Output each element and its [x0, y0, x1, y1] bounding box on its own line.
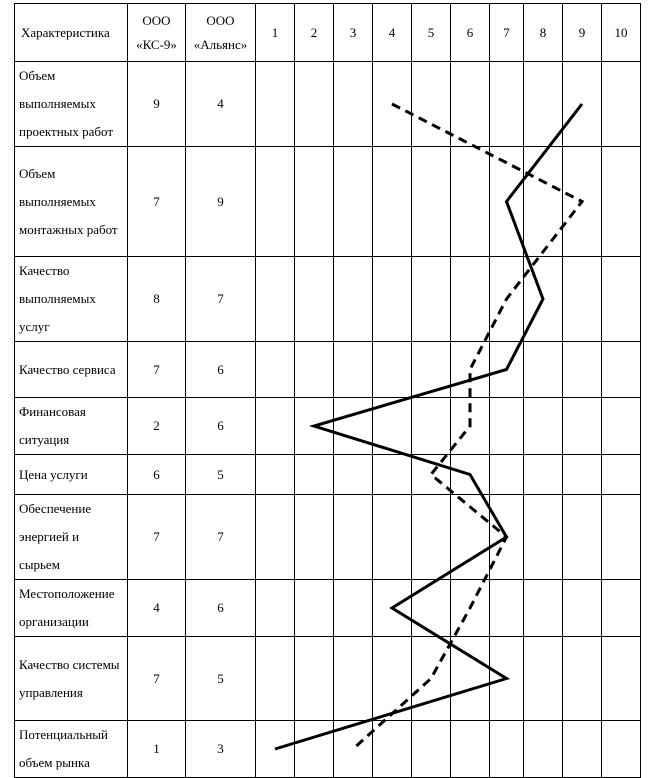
scale-cell — [295, 637, 334, 721]
table-row — [15, 495, 641, 580]
row-value-company2: 9 — [186, 147, 256, 257]
row-value-company2: 7 — [186, 257, 256, 342]
scale-cell — [373, 580, 412, 637]
scale-cell — [602, 62, 641, 147]
scale-cell — [490, 721, 524, 778]
table-row — [15, 342, 641, 398]
row-value-company1: 1 — [128, 721, 186, 778]
row-characteristic: Цена услуги — [15, 455, 128, 495]
scale-cell — [412, 147, 451, 257]
scale-cell — [602, 455, 641, 495]
scale-cell — [295, 455, 334, 495]
header-company2-line1: ООО — [186, 9, 255, 33]
scale-cell — [256, 495, 295, 580]
scale-cell — [256, 580, 295, 637]
scale-cell — [412, 257, 451, 342]
scale-8: 8 — [524, 4, 563, 62]
row-value-company1: 7 — [128, 637, 186, 721]
scale-cell — [563, 721, 602, 778]
scale-cell — [334, 147, 373, 257]
scale-cell — [373, 637, 412, 721]
scale-cell — [295, 721, 334, 778]
scale-cell — [524, 455, 563, 495]
scale-cell — [373, 398, 412, 455]
scale-2: 2 — [295, 4, 334, 62]
scale-cell — [412, 62, 451, 147]
scale-cell — [490, 342, 524, 398]
scale-cell — [451, 147, 490, 257]
scale-cell — [490, 257, 524, 342]
comparison-table-wrapper — [14, 3, 641, 778]
scale-cell — [563, 455, 602, 495]
scale-cell — [490, 580, 524, 637]
scale-cell — [295, 147, 334, 257]
table-row — [15, 257, 641, 342]
row-characteristic: Объем выполняемых проектных работ — [15, 62, 128, 147]
scale-cell — [334, 637, 373, 721]
scale-cell — [602, 721, 641, 778]
scale-cell — [524, 398, 563, 455]
scale-cell — [563, 580, 602, 637]
row-value-company1: 8 — [128, 257, 186, 342]
scale-cell — [451, 62, 490, 147]
scale-9: 9 — [563, 4, 602, 62]
scale-cell — [490, 398, 524, 455]
scale-cell — [524, 257, 563, 342]
scale-cell — [563, 62, 602, 147]
scale-cell — [334, 342, 373, 398]
scale-cell — [256, 721, 295, 778]
scale-cell — [451, 495, 490, 580]
scale-cell — [451, 721, 490, 778]
scale-cell — [451, 257, 490, 342]
scale-cell — [524, 62, 563, 147]
scale-cell — [412, 580, 451, 637]
row-value-company1: 7 — [128, 147, 186, 257]
scale-cell — [563, 257, 602, 342]
scale-cell — [334, 580, 373, 637]
row-characteristic: Объем выполняемых монтажных работ — [15, 147, 128, 257]
scale-cell — [524, 637, 563, 721]
scale-cell — [524, 495, 563, 580]
scale-cell — [490, 455, 524, 495]
scale-cell — [334, 257, 373, 342]
scale-cell — [563, 342, 602, 398]
row-value-company2: 6 — [186, 398, 256, 455]
scale-cell — [602, 637, 641, 721]
scale-cell — [334, 455, 373, 495]
row-value-company1: 7 — [128, 495, 186, 580]
scale-cell — [256, 398, 295, 455]
header-row — [15, 4, 641, 62]
scale-cell — [256, 455, 295, 495]
scale-cell — [373, 495, 412, 580]
scale-cell — [373, 342, 412, 398]
scale-cell — [373, 147, 412, 257]
table-row — [15, 580, 641, 637]
scale-cell — [373, 721, 412, 778]
row-characteristic: Потенциальный объем рынка — [15, 721, 128, 778]
row-value-company1: 2 — [128, 398, 186, 455]
scale-cell — [334, 398, 373, 455]
row-value-company1: 6 — [128, 455, 186, 495]
scale-cell — [295, 257, 334, 342]
scale-cell — [451, 455, 490, 495]
row-characteristic: Местоположение организации — [15, 580, 128, 637]
scale-cell — [295, 398, 334, 455]
scale-cell — [412, 455, 451, 495]
scale-cell — [524, 580, 563, 637]
scale-3: 3 — [334, 4, 373, 62]
scale-cell — [256, 257, 295, 342]
scale-cell — [524, 721, 563, 778]
row-value-company1: 9 — [128, 62, 186, 147]
row-value-company2: 3 — [186, 721, 256, 778]
scale-cell — [334, 62, 373, 147]
scale-cell — [490, 62, 524, 147]
row-value-company2: 5 — [186, 455, 256, 495]
scale-cell — [334, 495, 373, 580]
scale-cell — [490, 637, 524, 721]
table-row — [15, 455, 641, 495]
scale-cell — [412, 721, 451, 778]
row-characteristic: Качество системы управления — [15, 637, 128, 721]
scale-cell — [451, 637, 490, 721]
scale-cell — [373, 257, 412, 342]
row-characteristic: Качество выполняемых услуг — [15, 257, 128, 342]
header-characteristic: Характеристика — [15, 4, 128, 62]
scale-5: 5 — [412, 4, 451, 62]
row-characteristic: Финансовая ситуация — [15, 398, 128, 455]
scale-7: 7 — [490, 4, 524, 62]
scale-cell — [602, 257, 641, 342]
scale-cell — [602, 495, 641, 580]
row-characteristic: Обеспечение энергией и сырьем — [15, 495, 128, 580]
scale-cell — [451, 342, 490, 398]
scale-4: 4 — [373, 4, 412, 62]
scale-1: 1 — [256, 4, 295, 62]
header-company1 — [128, 4, 186, 62]
scale-cell — [451, 580, 490, 637]
row-value-company2: 7 — [186, 495, 256, 580]
row-value-company2: 6 — [186, 580, 256, 637]
header-company2 — [186, 4, 256, 62]
row-value-company2: 4 — [186, 62, 256, 147]
row-value-company1: 7 — [128, 342, 186, 398]
table-row — [15, 721, 641, 778]
scale-cell — [524, 147, 563, 257]
header-company2-line2: «Альянс» — [186, 33, 255, 57]
scale-cell — [412, 342, 451, 398]
scale-cell — [256, 62, 295, 147]
scale-cell — [256, 637, 295, 721]
scale-cell — [334, 721, 373, 778]
scale-cell — [602, 580, 641, 637]
row-characteristic: Качество сервиса — [15, 342, 128, 398]
scale-cell — [295, 580, 334, 637]
scale-cell — [563, 495, 602, 580]
scale-6: 6 — [451, 4, 490, 62]
scale-cell — [524, 342, 563, 398]
scale-cell — [602, 342, 641, 398]
scale-cell — [451, 398, 490, 455]
scale-cell — [490, 147, 524, 257]
scale-cell — [602, 398, 641, 455]
header-company1-line1: ООО — [128, 9, 185, 33]
scale-cell — [563, 637, 602, 721]
scale-cell — [563, 398, 602, 455]
scale-cell — [373, 455, 412, 495]
scale-cell — [602, 147, 641, 257]
row-value-company2: 6 — [186, 342, 256, 398]
table-row — [15, 147, 641, 257]
scale-cell — [490, 495, 524, 580]
table-row — [15, 398, 641, 455]
scale-cell — [295, 62, 334, 147]
scale-10: 10 — [602, 4, 641, 62]
scale-cell — [412, 495, 451, 580]
scale-cell — [295, 495, 334, 580]
scale-cell — [373, 62, 412, 147]
header-company1-line2: «КС-9» — [128, 33, 185, 57]
comparison-table — [14, 3, 641, 778]
table-row — [15, 62, 641, 147]
scale-cell — [256, 147, 295, 257]
scale-cell — [412, 398, 451, 455]
scale-cell — [295, 342, 334, 398]
scale-cell — [256, 342, 295, 398]
row-value-company2: 5 — [186, 637, 256, 721]
row-value-company1: 4 — [128, 580, 186, 637]
table-row — [15, 637, 641, 721]
scale-cell — [563, 147, 602, 257]
scale-cell — [412, 637, 451, 721]
